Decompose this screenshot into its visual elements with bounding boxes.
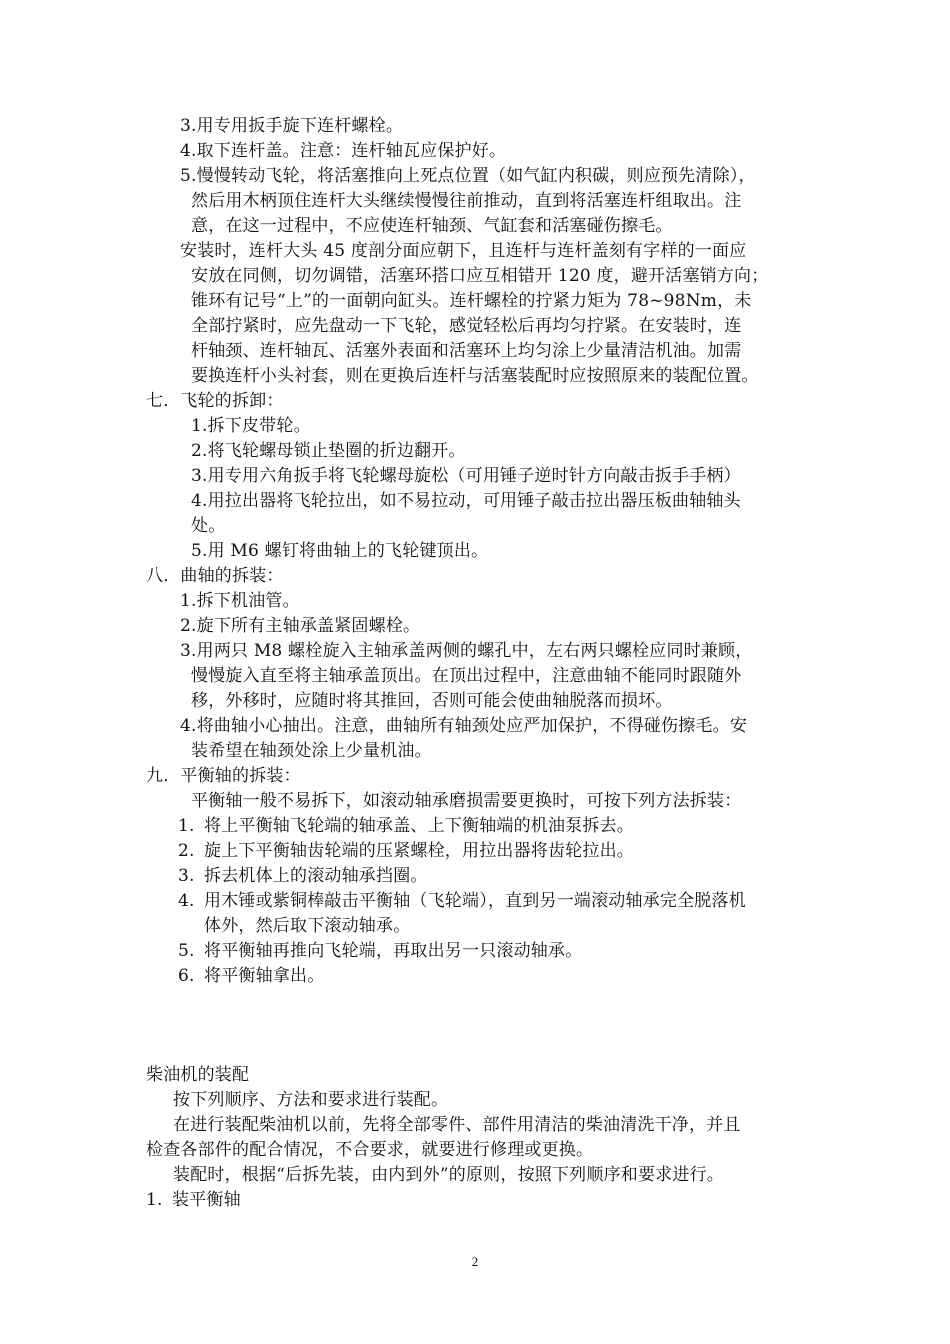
text-line: 全部拧紧时，应先盘动一下飞轮，感觉轻松后再均匀拧紧。在安装时，连: [191, 316, 742, 336]
list-item-text: 旋上下平衡轴齿轮端的压紧螺栓，用拉出器将齿轮拉出。: [204, 841, 634, 861]
text-line: 装配时，根据“后拆先装，由内到外”的原则，按照下列顺序和要求进行。: [173, 1165, 724, 1185]
text-line: 移，外移时，应随时将其推回，否则可能会使曲轴脱落而损坏。: [191, 691, 673, 711]
text-line: 2.旋下所有主轴承盖紧固螺栓。: [180, 616, 421, 636]
text-line: 4.取下连杆盖。注意：连杆轴瓦应保护好。: [180, 141, 507, 161]
section-heading: 九．平衡轴的拆装：: [146, 766, 301, 786]
list-item: [178, 814, 634, 838]
list-item: [178, 964, 324, 988]
text-line: 5.用 M6 螺钉将曲轴上的飞轮键顶出。: [191, 541, 489, 561]
text-line: 检查各部件的配合情况，不合要求，就要进行修理或更换。: [146, 1140, 594, 1160]
text-line: 意，在这一过程中，不应使连杆轴颈、气缸套和活塞碰伤擦毛。: [191, 216, 673, 236]
list-number: 6.: [178, 966, 195, 986]
text-line: 4.将曲轴小心抽出。注意，曲轴所有轴颈处应严加保护，不得碰伤擦毛。安: [180, 716, 748, 736]
text-line: 2.将飞轮螺母锁止垫圈的折边翻开。: [191, 441, 466, 461]
text-line: 处。: [191, 516, 226, 536]
section-heading: 八．曲轴的拆装：: [146, 566, 284, 586]
text-line: 1.拆下机油管。: [180, 591, 300, 611]
text-line: 4.用拉出器将飞轮拉出，如不易拉动，可用锤子敲击拉出器压板曲轴轴头: [191, 491, 741, 511]
list-item-text: 将平衡轴拿出。: [204, 966, 325, 986]
text-line: 然后用木柄顶住连杆大头继续慢慢往前推动，直到将活塞连杆组取出。注: [191, 191, 742, 211]
list-item: [146, 1188, 241, 1212]
list-item: [178, 864, 428, 888]
text-line: 体外，然后取下滚动轴承。: [204, 916, 411, 936]
text-line: 安放在同侧，切勿调错，活塞环搭口应互相错开 120 度，避开活塞销方向；: [191, 266, 769, 286]
section-heading: 柴油机的装配: [146, 1065, 250, 1085]
list-item: [178, 839, 634, 863]
text-line: 在进行装配柴油机以前，先将全部零件、部件用清洁的柴油清洗干净，并且: [173, 1115, 741, 1135]
text-line: 3.用两只 M8 螺栓旋入主轴承盖两侧的螺孔中，左右两只螺栓应同时兼顾，: [180, 641, 753, 661]
page-number: 2: [471, 1254, 479, 1269]
list-number: 4.: [178, 891, 195, 911]
text-line: 3.用专用六角扳手将飞轮螺母旋松（可用锤子逆时针方向敲击扳手手柄）: [191, 466, 741, 486]
list-item-text: 装平衡轴: [172, 1190, 241, 1210]
list-number: 5.: [178, 941, 195, 961]
list-number: 3.: [178, 866, 195, 886]
list-item-text: 将平衡轴再推向飞轮端，再取出另一只滚动轴承。: [204, 941, 583, 961]
text-line: 按下列顺序、方法和要求进行装配。: [173, 1090, 449, 1110]
list-item: [178, 889, 746, 913]
list-number: 1.: [178, 816, 195, 836]
section-heading: 七．飞轮的拆卸：: [146, 391, 284, 411]
list-number: 2.: [178, 841, 195, 861]
list-number: 1.: [146, 1190, 163, 1210]
text-line: 锥环有记号“上”的一面朝向缸头。连杆螺栓的拧紧力矩为 78~98Nm，未: [191, 291, 752, 311]
text-line: 杆轴颈、连杆轴瓦、活塞外表面和活塞环上均匀涂上少量清洁机油。加需: [191, 341, 742, 361]
text-line: 安装时，连杆大头 45 度剖分面应朝下，且连杆与连杆盖刻有字样的一面应: [180, 241, 747, 261]
text-line: 3.用专用扳手旋下连杆螺栓。: [180, 116, 404, 136]
text-line: 慢慢旋入直至将主轴承盖顶出。在顶出过程中，注意曲轴不能同时跟随外: [191, 666, 742, 686]
list-item-text: 拆去机体上的滚动轴承挡圈。: [204, 866, 428, 886]
text-line: 5.慢慢转动飞轮，将活塞推向上死点位置（如气缸内积碳，则应预先清除），: [180, 166, 756, 186]
text-line: 1.拆下皮带轮。: [191, 416, 311, 436]
list-item: [178, 939, 582, 963]
text-line: 装希望在轴颈处涂上少量机油。: [191, 741, 432, 761]
text-line: 平衡轴一般不易拆下，如滚动轴承磨损需要更换时，可按下列方法拆装：: [191, 791, 742, 811]
text-line: 要换连杆小头衬套，则在更换后连杆与活塞装配时应按照原来的装配位置。: [191, 366, 759, 386]
list-item-text: 将上平衡轴飞轮端的轴承盖、上下衡轴端的机油泵拆去。: [204, 816, 634, 836]
list-item-text: 用木锤或紫铜棒敲击平衡轴（飞轮端），直到另一端滚动轴承完全脱落机: [204, 891, 746, 911]
